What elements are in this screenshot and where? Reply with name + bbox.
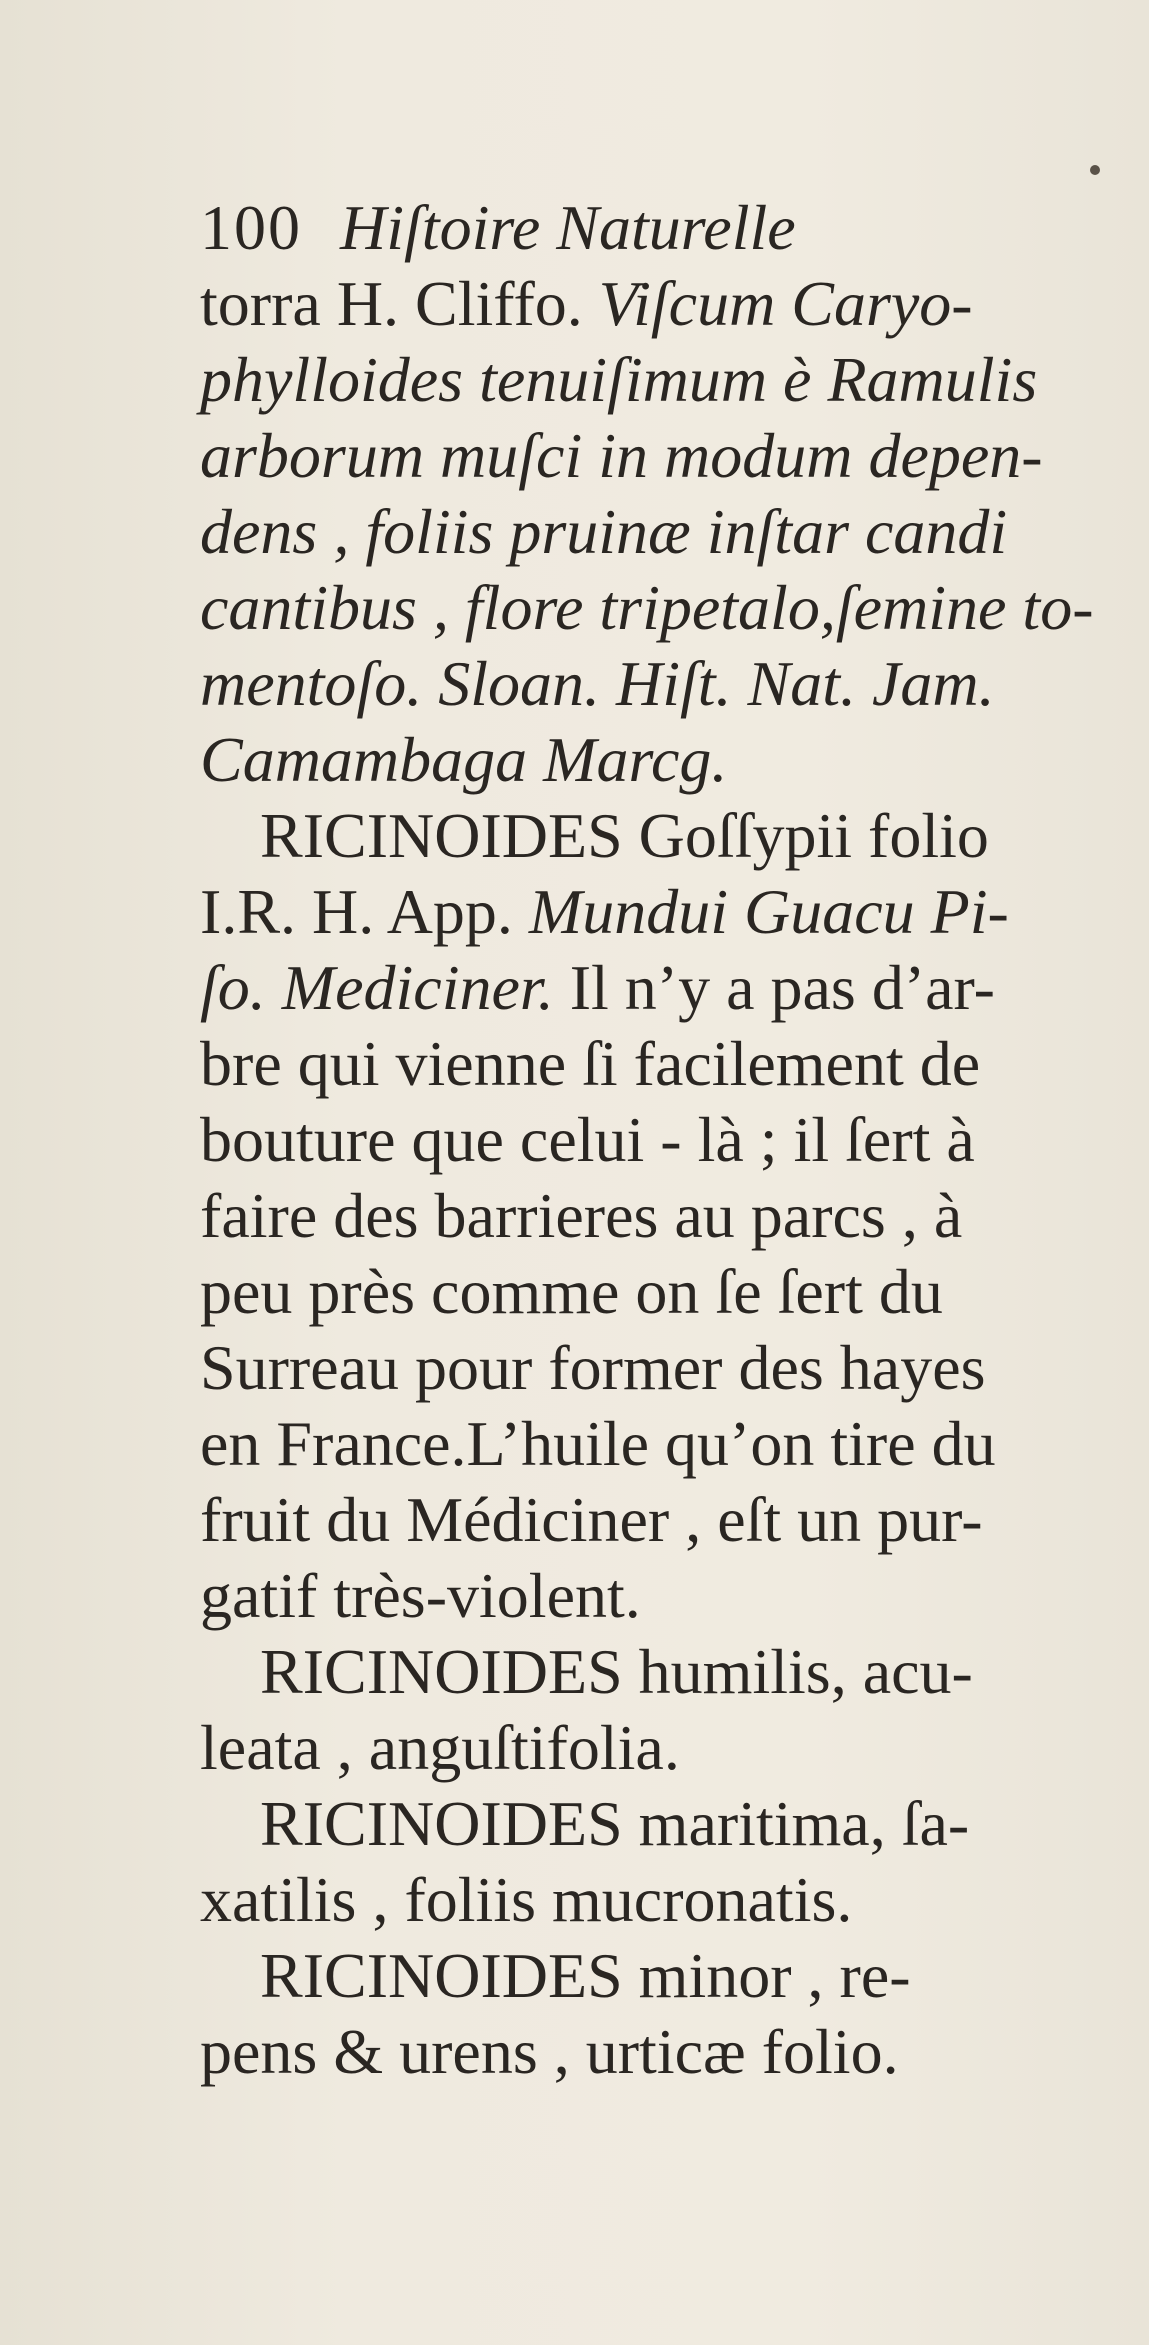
text-line bbox=[200, 1406, 1149, 1482]
text-line bbox=[200, 2014, 1149, 2090]
text-segment: pens & urens , urticæ folio. bbox=[200, 2016, 899, 2087]
text-segment: RICINOIDES minor , re- bbox=[260, 1940, 911, 2011]
text-line bbox=[200, 874, 1149, 950]
text-segment: I.R. H. App. bbox=[200, 876, 529, 947]
text-line bbox=[200, 798, 1149, 874]
text-segment: Viſcum Caryo- bbox=[598, 268, 973, 339]
page-number: 100 bbox=[200, 192, 302, 263]
text-segment: gatif très-violent. bbox=[200, 1560, 641, 1631]
header-line bbox=[200, 190, 1149, 266]
text-line bbox=[200, 1330, 1149, 1406]
body-text bbox=[200, 266, 1149, 2090]
text-line bbox=[200, 570, 1149, 646]
text-segment: ſo. Mediciner. bbox=[200, 952, 570, 1023]
text-line bbox=[200, 1634, 1149, 1710]
text-segment: Il n’y a pas d’ar- bbox=[569, 952, 995, 1023]
text-line bbox=[200, 1558, 1149, 1634]
running-head: Hiſtoire Naturelle bbox=[340, 192, 796, 263]
text-line bbox=[200, 1254, 1149, 1330]
text-line bbox=[200, 722, 1149, 798]
text-line bbox=[200, 266, 1149, 342]
text-segment: cantibus , flore tripetalo,ſemine to- bbox=[200, 572, 1094, 643]
text-line bbox=[200, 1862, 1149, 1938]
text-segment: arborum muſci in modum depen- bbox=[200, 420, 1043, 491]
text-segment: Camambaga Marcg. bbox=[200, 724, 728, 795]
text-segment: leata , anguſtifolia. bbox=[200, 1712, 680, 1783]
text-line bbox=[200, 1710, 1149, 1786]
text-line bbox=[200, 1178, 1149, 1254]
text-segment: Surreau pour former des hayes bbox=[200, 1332, 986, 1403]
text-line bbox=[200, 418, 1149, 494]
text-line bbox=[200, 950, 1149, 1026]
text-segment: Mundui Guacu Pi- bbox=[528, 876, 1009, 947]
text-segment: RICINOIDES humilis, acu- bbox=[260, 1636, 973, 1707]
page-text bbox=[200, 190, 1149, 2090]
text-segment: RICINOIDES Goſſypii folio bbox=[260, 800, 989, 871]
text-line bbox=[200, 1102, 1149, 1178]
text-segment: faire des barrieres au parcs , à bbox=[200, 1180, 963, 1251]
text-line bbox=[200, 494, 1149, 570]
text-segment: xatilis , foliis mucronatis. bbox=[200, 1864, 853, 1935]
text-line bbox=[200, 1026, 1149, 1102]
text-line bbox=[200, 342, 1149, 418]
text-line bbox=[200, 1786, 1149, 1862]
text-segment: bre qui vienne ſi facilement de bbox=[200, 1028, 981, 1099]
text-segment: peu près comme on ſe ſert du bbox=[200, 1256, 943, 1327]
text-segment: dens , foliis pruinæ inſtar candi bbox=[200, 496, 1008, 567]
text-line bbox=[200, 1938, 1149, 2014]
text-segment: phylloides tenuiſimum è Ramulis bbox=[200, 344, 1038, 415]
text-line bbox=[200, 1482, 1149, 1558]
ink-spot bbox=[1090, 165, 1100, 175]
text-segment: bouture que celui - là ; il ſert à bbox=[200, 1104, 975, 1175]
text-segment: RICINOIDES maritima, ſa- bbox=[260, 1788, 970, 1859]
text-segment: mentoſo. Sloan. Hiſt. Nat. Jam. bbox=[200, 648, 995, 719]
text-line bbox=[200, 646, 1149, 722]
text-segment: en France.L’huile qu’on tire du bbox=[200, 1408, 996, 1479]
text-segment: fruit du Médiciner , eſt un pur- bbox=[200, 1484, 983, 1555]
text-segment: torra H. Cliffo. bbox=[200, 268, 599, 339]
